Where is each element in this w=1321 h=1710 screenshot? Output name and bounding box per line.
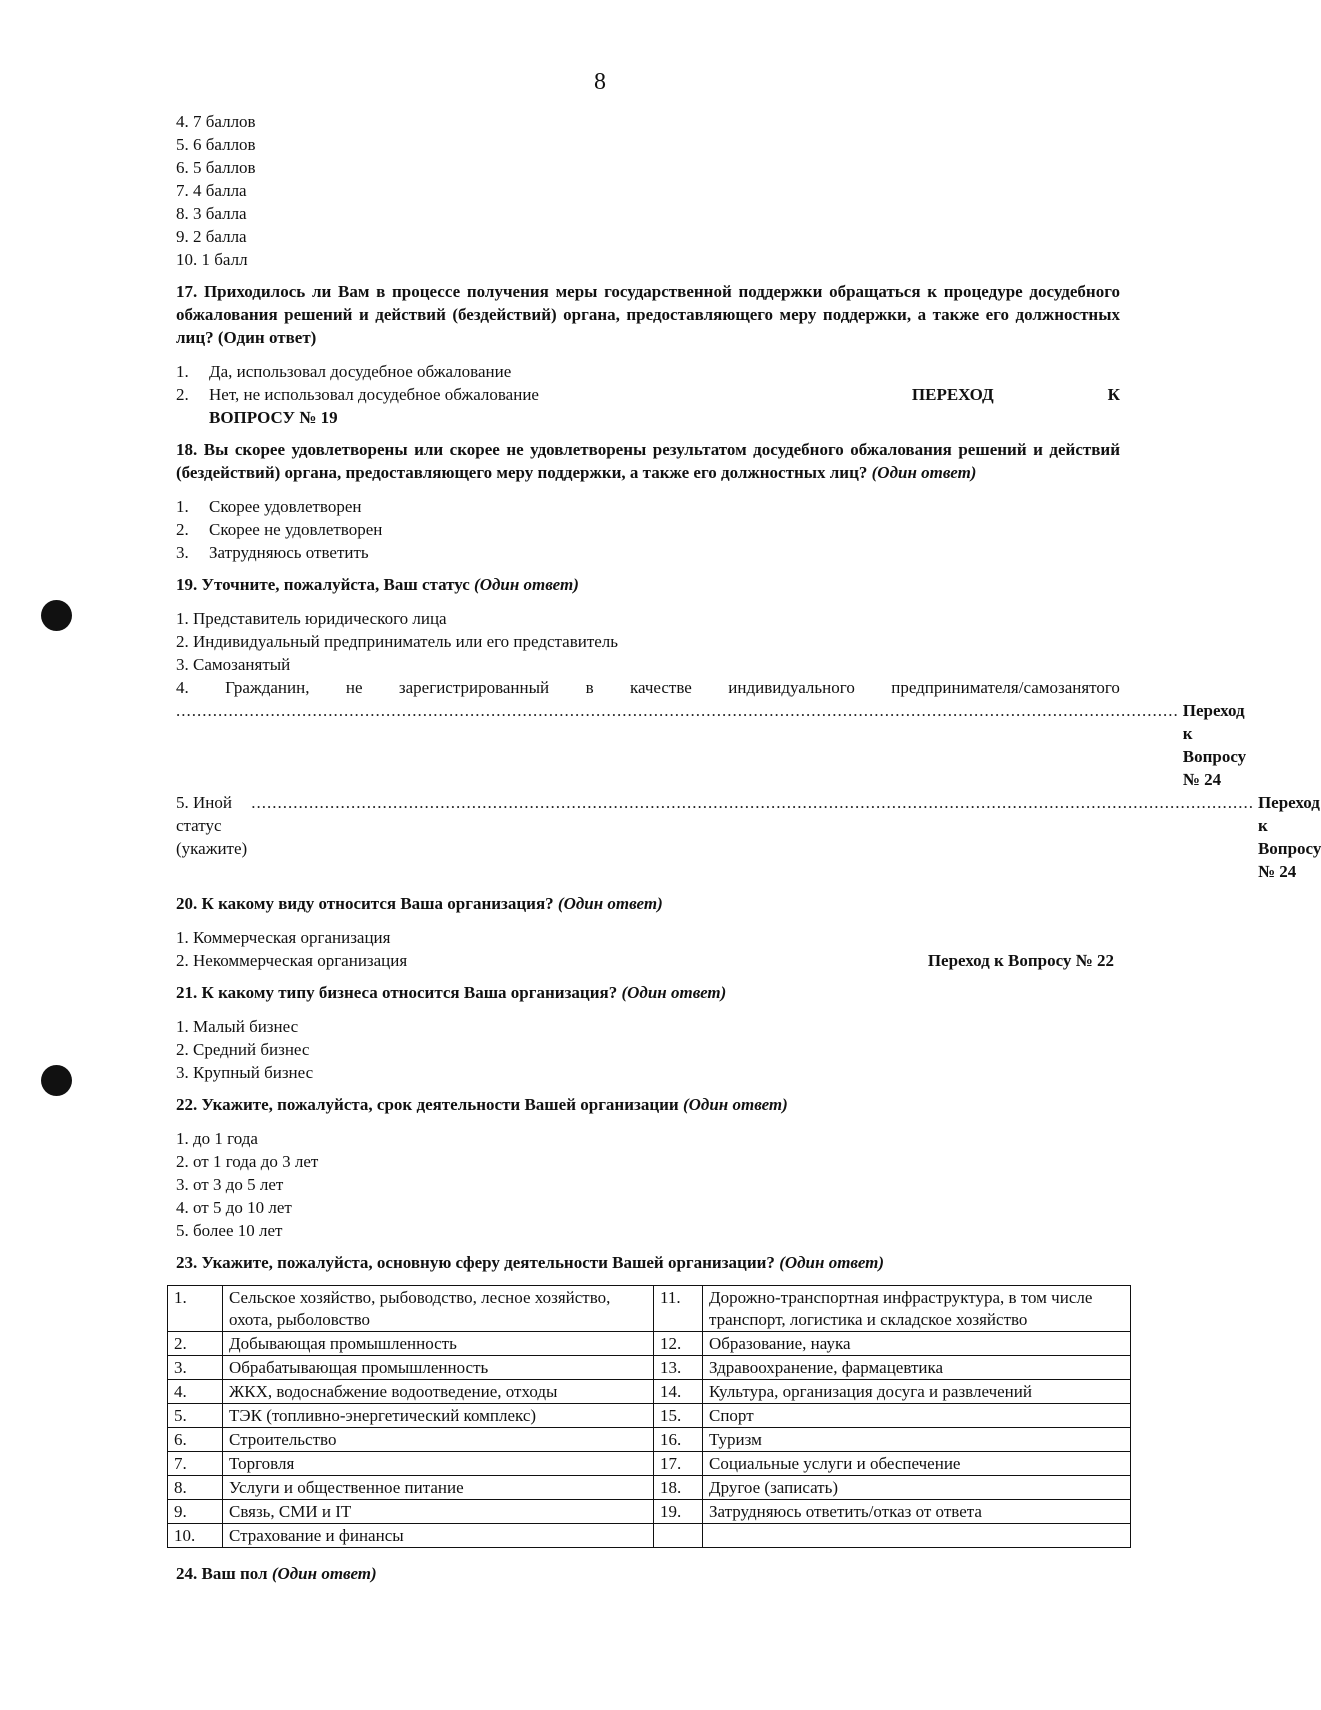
list-item: 5. более 10 лет (176, 1221, 283, 1240)
list-item (176, 495, 1120, 518)
option-word: Гражданин, (225, 678, 310, 697)
q19-options (176, 607, 1321, 883)
question-20 (176, 892, 1120, 915)
table-row (168, 1356, 1131, 1380)
option-label: Нет, не использовал досудебное обжалование (209, 385, 539, 404)
question-hint: (Один ответ) (621, 983, 727, 1002)
option-word: предпринимателя/самозанятого (891, 678, 1120, 697)
jump-instruction: ПЕРЕХОД (911, 385, 994, 404)
list-item: 5. 6 баллов (176, 135, 256, 154)
list-item: 2. Средний бизнес (176, 1040, 310, 1059)
question-text: 18. Вы скорее удовлетворены или скорее не удовлетворены результатом досудебного обжалования решений и действий (бездействий) органа, предоставляющего меру поддержки, а также его должностных лиц? (176, 440, 1120, 482)
option-number: 3. (176, 543, 189, 562)
q18-options (176, 495, 1120, 564)
table-cell-label: Услуги и общественное питание (223, 1476, 654, 1500)
question-23 (176, 1251, 1120, 1274)
table-cell-label: Социальные услуги и обеспечение (703, 1452, 1131, 1476)
table-cell-label: Дорожно-транспортная инфраструктура, в том числе транспорт, логистика и складское хозяйство (703, 1286, 1131, 1332)
table-cell-label: Сельское хозяйство, рыбоводство, лесное хозяйство, охота, рыболовство (223, 1286, 654, 1332)
table-row (168, 1380, 1131, 1404)
table-cell-number: 7. (168, 1452, 223, 1476)
table-cell-number: 12. (654, 1332, 703, 1356)
option-label: 2. Некоммерческая организация (176, 951, 408, 970)
list-item: 2. Индивидуальный предприниматель или его представитель (176, 632, 619, 651)
table-cell-number: 11. (654, 1286, 703, 1332)
table-cell-number: 19. (654, 1500, 703, 1524)
option-word: индивидуального (728, 678, 855, 697)
option-number: 2. (176, 385, 189, 404)
option-number: 2. (176, 520, 189, 539)
list-item (176, 949, 1120, 972)
option-label: Да, использовал досудебное обжалование (209, 362, 512, 381)
table-cell-number: 10. (168, 1524, 223, 1548)
table-cell-label: ТЭК (топливно-энергетический комплекс) (223, 1404, 654, 1428)
table-cell-number: 1. (168, 1286, 223, 1332)
list-item (176, 406, 1120, 429)
option-word: зарегистрированный (398, 678, 550, 697)
dot-leader: ............................................................................................................................................................................................... (251, 793, 1254, 812)
table-cell-number: 13. (654, 1356, 703, 1380)
table-cell-label: Обрабатывающая промышленность (223, 1356, 654, 1380)
table-cell-number: 5. (168, 1404, 223, 1428)
jump-instruction: Переход к Вопросу № 22 (927, 951, 1114, 970)
table-row (168, 1524, 1131, 1548)
list-item (176, 676, 1120, 699)
list-item: 2. от 1 года до 3 лет (176, 1152, 319, 1171)
q17-options (176, 360, 1120, 429)
table-cell-label: Затрудняюсь ответить/отказ от ответа (703, 1500, 1131, 1524)
table-cell-number: 6. (168, 1428, 223, 1452)
table-cell-label (703, 1524, 1131, 1548)
option-number: 1. (176, 497, 189, 516)
list-item: 8. 3 балла (176, 204, 247, 223)
table-cell-label: Образование, наука (703, 1332, 1131, 1356)
question-text: 20. К какому виду относится Ваша организация? (176, 894, 554, 913)
list-item: 7. 4 балла (176, 181, 247, 200)
question-hint: (Один ответ) (779, 1253, 885, 1272)
activity-sphere-table (167, 1285, 1131, 1548)
table-cell-number: 2. (168, 1332, 223, 1356)
list-item (176, 518, 1120, 541)
table-cell-label: Здравоохранение, фармацевтика (703, 1356, 1131, 1380)
option-number: 1. (176, 362, 189, 381)
list-item: 4. от 5 до 10 лет (176, 1198, 292, 1217)
table-cell-label: Связь, СМИ и IT (223, 1500, 654, 1524)
list-item: 1. до 1 года (176, 1129, 258, 1148)
table-cell-number: 4. (168, 1380, 223, 1404)
table-cell-label: Спорт (703, 1404, 1131, 1428)
table-row (168, 1452, 1131, 1476)
table-cell-number: 18. (654, 1476, 703, 1500)
question-21 (176, 981, 1120, 1004)
question-24 (176, 1562, 1120, 1585)
list-item: 6. 5 баллов (176, 158, 256, 177)
table-row (168, 1476, 1131, 1500)
question-22 (176, 1093, 1120, 1116)
option-label: Затрудняюсь ответить (209, 543, 369, 562)
list-item: 9. 2 балла (176, 227, 247, 246)
q21-options (176, 1015, 1120, 1084)
table-cell-label: Торговля (223, 1452, 654, 1476)
list-item (176, 541, 1120, 564)
question-17: 17. Приходилось ли Вам в процессе получения меры государственной поддержки обращаться к процедуре досудебного обжалования решений и действий (бездействий) органа, предоставляющего меру поддержки, а также его должностных лиц? (Один ответ) (176, 282, 1120, 347)
list-item: 4. 7 баллов (176, 112, 256, 131)
list-item: 1. Малый бизнес (176, 1017, 299, 1036)
table-row (168, 1500, 1131, 1524)
q20-options (176, 926, 1120, 972)
question-hint: (Один ответ) (474, 575, 579, 594)
question-text: 22. Укажите, пожалуйста, срок деятельности Вашей организации (176, 1095, 679, 1114)
q22-options (176, 1127, 1120, 1242)
q16-options (176, 110, 1120, 271)
table-cell-label: Страхование и финансы (223, 1524, 654, 1548)
table-row (168, 1286, 1131, 1332)
option-word: качестве (630, 678, 692, 697)
list-item: 1. Коммерческая организация (176, 928, 391, 947)
table-cell-number: 3. (168, 1356, 223, 1380)
table-cell-label: Туризм (703, 1428, 1131, 1452)
table-cell-label: ЖКХ, водоснабжение водоотведение, отходы (223, 1380, 654, 1404)
question-19 (176, 573, 1120, 596)
dot-leader: ............................................................................................................................................................................................... (176, 701, 1179, 720)
list-item (176, 699, 1247, 791)
list-item: 3. Крупный бизнес (176, 1063, 314, 1082)
table-cell-number: 16. (654, 1428, 703, 1452)
jump-instruction: ВОПРОСУ № 19 (209, 408, 338, 427)
table-cell-number: 14. (654, 1380, 703, 1404)
table-cell-label: Строительство (223, 1428, 654, 1452)
table-row (168, 1428, 1131, 1452)
option-word: 4. (176, 678, 189, 697)
list-item (176, 383, 1120, 406)
list-item (176, 360, 1120, 383)
punch-hole-mark (41, 600, 72, 631)
question-hint: (Один ответ) (871, 463, 977, 482)
jump-instruction: К (1107, 385, 1120, 404)
option-label: 5. Иной статус (укажите) (176, 793, 248, 858)
option-word: в (585, 678, 594, 697)
list-item: 1. Представитель юридического лица (176, 609, 447, 628)
question-text: 24. Ваш пол (176, 1564, 268, 1583)
page-number: 8 (594, 69, 606, 95)
table-row (168, 1404, 1131, 1428)
option-label: Скорее не удовлетворен (209, 520, 383, 539)
jump-instruction: Переход к Вопросу № 24 (1182, 701, 1247, 789)
list-item: 3. от 3 до 5 лет (176, 1175, 284, 1194)
table-cell-number: 17. (654, 1452, 703, 1476)
punch-hole-mark (41, 1065, 72, 1096)
jump-instruction: Переход к Вопросу № 24 (1257, 793, 1321, 881)
table-cell-number (654, 1524, 703, 1548)
table-cell-number: 15. (654, 1404, 703, 1428)
question-18 (176, 438, 1120, 484)
table-row (168, 1332, 1131, 1356)
question-hint: (Один ответ) (271, 1564, 377, 1583)
table-cell-label: Культура, организация досуга и развлечений (703, 1380, 1131, 1404)
list-item (176, 791, 1321, 883)
table-cell-label: Другое (записать) (703, 1476, 1131, 1500)
table-cell-number: 9. (168, 1500, 223, 1524)
question-hint: (Один ответ) (557, 894, 663, 913)
option-label: Скорее удовлетворен (209, 497, 362, 516)
question-text: 19. Уточните, пожалуйста, Ваш статус (176, 575, 470, 594)
table-cell-label: Добывающая промышленность (223, 1332, 654, 1356)
table-cell-number: 8. (168, 1476, 223, 1500)
questionnaire-body (174, 110, 1321, 1596)
option-word: не (345, 678, 363, 697)
question-text: 23. Укажите, пожалуйста, основную сферу деятельности Вашей организации? (176, 1253, 775, 1272)
question-text: 21. К какому типу бизнеса относится Ваша организация? (176, 983, 618, 1002)
list-item: 10. 1 балл (176, 250, 248, 269)
list-item: 3. Самозанятый (176, 655, 291, 674)
question-hint: (Один ответ) (682, 1095, 788, 1114)
